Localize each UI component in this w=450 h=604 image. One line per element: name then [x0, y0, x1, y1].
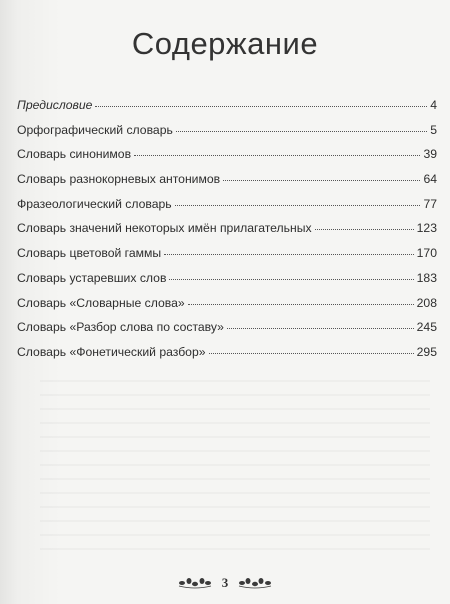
- dot-leader: [95, 106, 427, 107]
- toc-entry-page: 5: [430, 122, 437, 137]
- toc-entry-page: 64: [423, 172, 437, 187]
- dot-leader: [164, 254, 414, 255]
- page-footer: [0, 575, 450, 591]
- dot-leader: [188, 304, 414, 305]
- toc-entry-title: Словарь устаревших слов: [17, 270, 167, 285]
- toc-entry-title: Словарь разнокорневых антонимов: [17, 172, 221, 187]
- show-through-texture: [40, 380, 430, 560]
- toc-entry-page: 4: [430, 98, 437, 112]
- toc-entry-title: Словарь «Фонетический разбор»: [17, 344, 206, 359]
- toc-entry[interactable]: [17, 98, 437, 123]
- toc-entry-title: Словарь цветовой гаммы: [17, 246, 162, 261]
- dot-leader: [315, 229, 414, 230]
- toc-entry-page: 123: [416, 221, 437, 236]
- dot-leader: [223, 180, 420, 181]
- toc-entry-page: 39: [423, 147, 437, 162]
- toc-entry[interactable]: [17, 123, 437, 148]
- floral-ornament-icon: [178, 576, 212, 590]
- page-title: Содержание: [131, 26, 319, 61]
- toc-entry-title: Словарь «Словарные слова»: [17, 295, 185, 310]
- table-of-contents: [17, 98, 437, 370]
- toc-entry[interactable]: [17, 320, 437, 345]
- dot-leader: [176, 131, 427, 132]
- dot-leader: [169, 279, 413, 280]
- floral-ornament-icon: [238, 576, 272, 590]
- toc-entry-title: Фразеологический словарь: [17, 196, 172, 211]
- toc-entry-page: 245: [416, 320, 437, 335]
- toc-entry-title: Словарь синонимов: [17, 147, 132, 162]
- toc-entry[interactable]: [17, 197, 437, 222]
- toc-entry[interactable]: [17, 271, 437, 296]
- dot-leader: [227, 328, 414, 329]
- toc-entry[interactable]: [17, 172, 437, 197]
- toc-entry-page: 183: [416, 270, 437, 285]
- toc-entry-title: Предисловие: [17, 98, 93, 112]
- toc-entry[interactable]: [17, 147, 437, 172]
- toc-entry[interactable]: [17, 246, 437, 271]
- toc-entry[interactable]: [17, 345, 437, 370]
- toc-entry-page: 170: [416, 246, 437, 261]
- toc-entry[interactable]: [17, 221, 437, 246]
- dot-leader: [175, 205, 421, 206]
- toc-entry-title: Словарь «Разбор слова по составу»: [17, 320, 224, 335]
- toc-entry-title: Орфографический словарь: [17, 122, 173, 137]
- toc-entry-page: 77: [423, 196, 437, 211]
- toc-entry[interactable]: [17, 296, 437, 321]
- page-number: 3: [221, 575, 229, 590]
- dot-leader: [209, 353, 414, 354]
- toc-entry-page: 295: [416, 344, 437, 359]
- toc-entry-title: Словарь значений некоторых имён прилагательных: [17, 221, 312, 236]
- dot-leader: [134, 155, 420, 156]
- toc-entry-page: 208: [416, 295, 437, 310]
